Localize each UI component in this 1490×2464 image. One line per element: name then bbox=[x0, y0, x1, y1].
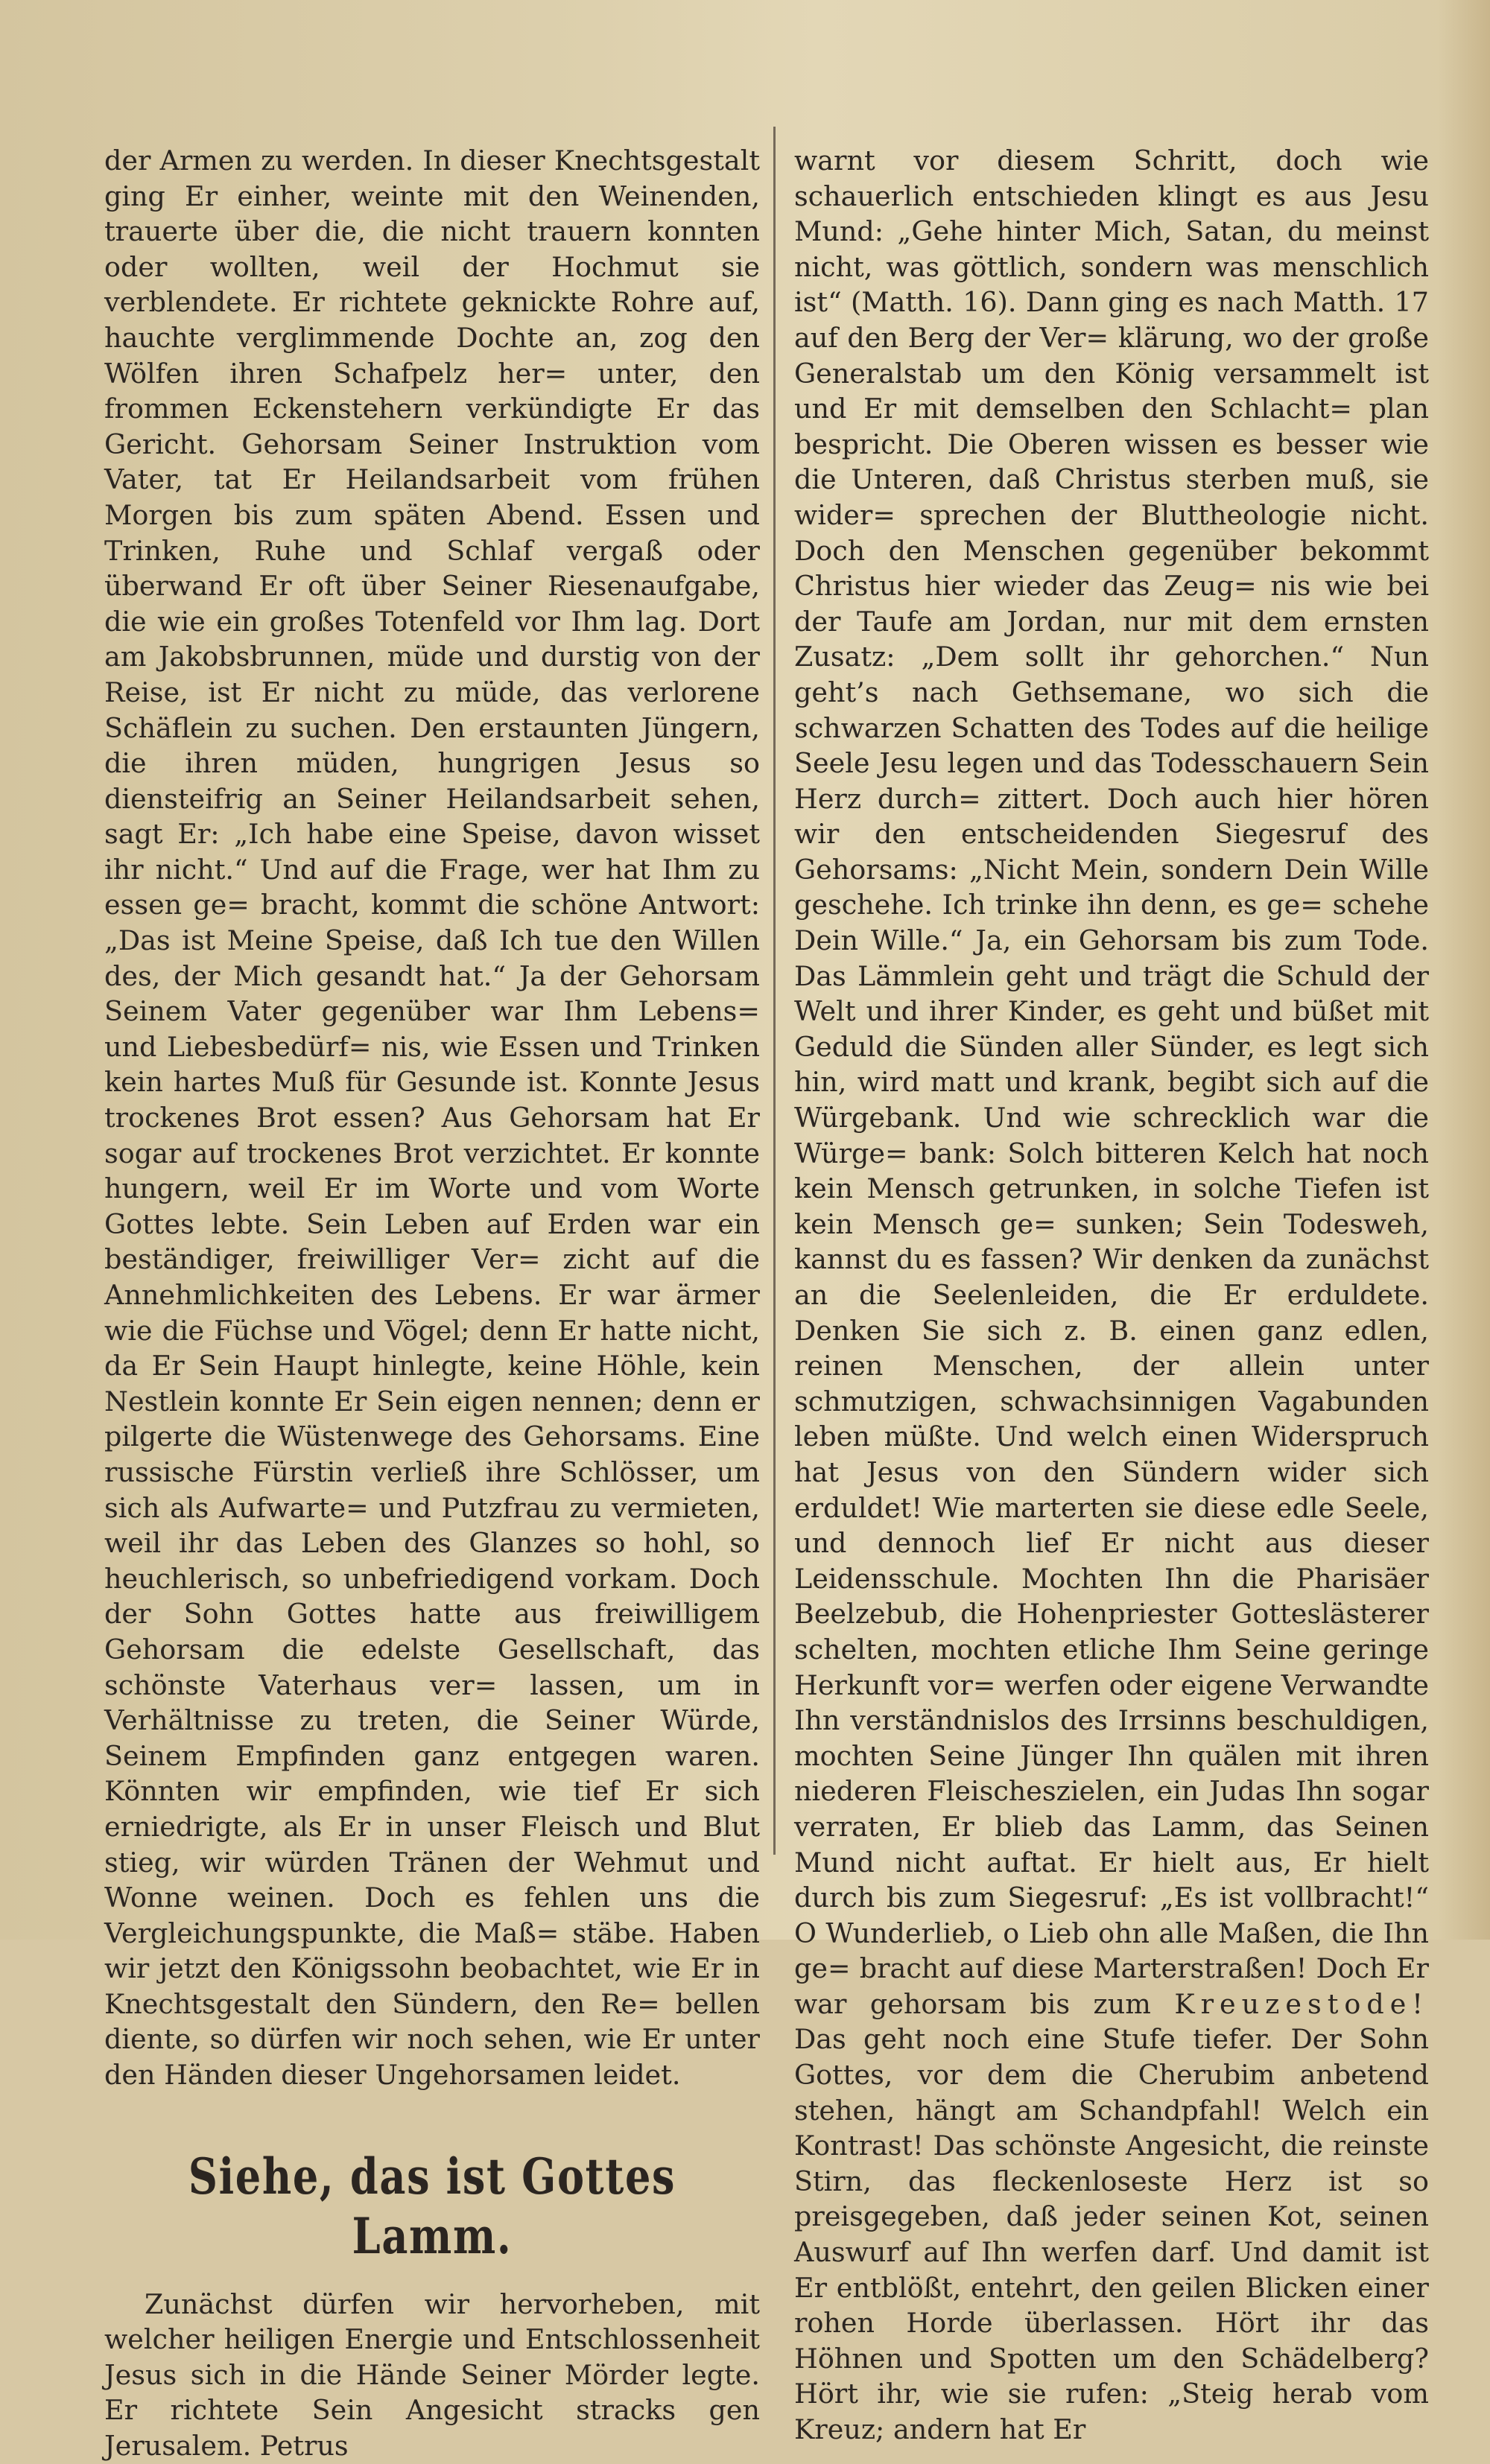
left-paragraph-1: der Armen zu werden. In dieser Knechtsgestalt ging Er einher, weinte mit den Weinenden, trauerte über die, die nicht trauern konnten oder wollten, weil der Hochmut sie verblendete. Er richtete geknickte Rohre auf, hauchte verglimmende Dochte an, zog den Wölfen ihren Schafpelz her= unter, den frommen Eckenstehern verkündigte Er das Gericht. Gehorsam Seiner Instruktion vom Vater, tat Er Heilandsarbeit vom frühen Morgen bis zum späten Abend. Essen und Trinken, Ruhe und Schlaf vergaß oder überwand Er oft über Seiner Riesenaufgabe, die wie ein großes Totenfeld vor Ihm lag. Dort am Jakobsbrunnen, müde und durstig von der Reise, ist Er nicht zu müde, das verlorene Schäflein zu suchen. Den erstaunten Jüngern, die ihren müden, hungrigen Jesus so diensteifrig an Seiner Heilandsarbeit sehen, sagt Er: „Ich habe eine Speise, davon wisset ihr nicht.“ Und auf die Frage, wer hat Ihm zu essen ge= bracht, kommt die schöne Antwort: „Das ist Meine Speise, daß Ich tue den Willen des, der Mich gesandt hat.“ Ja der Gehorsam Seinem Vater gegenüber war Ihm Lebens= und Liebesbedürf= nis, wie Essen und Trinken kein hartes Muß für Gesunde ist. Konnte Jesus trockenes Brot essen? Aus Gehorsam hat Er sogar auf trockenes Brot verzichtet. Er konnte hungern, weil Er im Worte und vom Worte Gottes lebte. Sein Leben auf Erden war ein beständiger, freiwilliger Ver= zicht auf die Annehmlichkeiten des Lebens. Er war ärmer wie die Füchse und Vögel; denn Er hatte nicht, da Er Sein Haupt hinlegte, keine Höhle, kein Nestlein konnte Er Sein eigen nennen; denn er pilgerte die Wüstenwege des Gehorsams. Eine russische Fürstin verließ ihre Schlösser, um sich als Aufwarte= und Putzfrau zu vermieten, weil ihr das Leben des Glanzes so hohl, so heuchlerisch, so unbefriedigend vorkam. Doch der Sohn Gottes hatte aus freiwilligem Gehorsam die edelste Gesellschaft, das schönste Vaterhaus ver= lassen, um in Verhältnisse zu treten, die Seiner Würde, Seinem Empfinden ganz entgegen waren. Könnten wir empfinden, wie tief Er sich erniedrigte, als Er in unser Fleisch und Blut stieg, wir würden Tränen der Wehmut und Wonne weinen. Doch es fehlen uns die Vergleichungspunkte, die Maß= stäbe. Haben wir jetzt den Königssohn beobachtet, wie Er in Knechtsgestalt den Sündern, den Re= bellen diente, so dürfen wir noch sehen, wie Er unter den Händen dieser Ungehorsamen leidet. bbox=[104, 145, 760, 2092]
right-paragraph bbox=[794, 143, 1429, 2448]
section-heading: Siehe, das ist Gottes Lamm. bbox=[188, 2147, 676, 2265]
right-column bbox=[794, 143, 1429, 2448]
paper-edge-stain bbox=[1438, 0, 1490, 1940]
column-divider bbox=[773, 127, 776, 1855]
spaced-emphasis-word: Kreuzestode! bbox=[1174, 1987, 1429, 2020]
right-paragraph-part-2: Das geht noch eine Stufe tiefer. Der Sohn Gottes, vor dem die Cherubim anbetend stehen, hängt am Schandpfahl! Welch ein Kontrast! Das schönste Angesicht, die reinste Stirn, das fleckenloseste Herz ist so preisgegeben, daß jeder seinen Kot, seinen Auswurf auf Ihn werfen darf. Und damit ist Er entblößt, entehrt, den geilen Blicken einer rohen Horde überlassen. Hört ihr das Höhnen und Spotten um den Schädelberg? Hört ihr, wie sie rufen: „Steig herab vom Kreuz; andern hat Er bbox=[794, 2023, 1429, 2445]
right-paragraph-part-1: warnt vor diesem Schritt, doch wie schauerlich entschieden klingt es aus Jesu Mund: „Gehe hinter Mich, Satan, du meinst nicht, was göttlich, sondern was menschlich ist“ (Matth. 16). Dann ging es nach Matth. 17 auf den Berg der Ver= klärung, wo der große Generalstab um den König versammelt ist und Er mit demselben den Schlacht= plan bespricht. Die Oberen wissen es besser wie die Unteren, daß Christus sterben muß, sie wider= sprechen der Bluttheologie nicht. Doch den Menschen gegenüber bekommt Christus hier wieder das Zeug= nis wie bei der Taufe am Jordan, nur mit dem ernsten Zusatz: „Dem sollt ihr gehorchen.“ Nun geht’s nach Gethsemane, wo sich die schwarzen Schatten des Todes auf die heilige Seele Jesu legen und das Todesschauern Sein Herz durch= zittert. Doch auch hier hören wir den entscheidenden Siegesruf des Gehorsams: „Nicht Mein, sondern Dein Wille geschehe. Ich trinke ihn denn, es ge= schehe Dein Wille.“ Ja, ein Gehorsam bis zum Tode. Das Lämmlein geht und trägt die Schuld der Welt und ihrer Kinder, es geht und büßet mit Geduld die Sünden aller Sünder, es legt sich hin, wird matt und krank, begibt sich auf die Würgebank. Und wie schrecklich war die Würge= bank: Solch bitteren Kelch hat noch kein Mensch getrunken, in solche Tiefen ist kein Mensch ge= sunken; Sein Todesweh, kannst du es fassen? Wir denken da zunächst an die Seelenleiden, die Er erduldete. Denken Sie sich z. B. einen ganz edlen, reinen Menschen, der allein unter schmutzigen, schwachsinnigen Vagabunden leben müßte. Und welch einen Widerspruch hat Jesus von den Sündern wider sich erduldet! Wie marterten sie diese edle Seele, und dennoch lief Er nicht aus dieser Leidensschule. Mochten Ihn die Pharisäer Beelzebub, die Hohenpriester Gotteslästerer schelten, mochten etliche Ihm Seine geringe Herkunft vor= werfen oder eigene Verwandte Ihn verständnislos des Irrsinns beschuldigen, mochten Seine Jünger Ihn quälen mit ihren niederen Fleischeszielen, ein Judas Ihn sogar verraten, Er blieb das Lamm, das Seinen Mund nicht auftat. Er hielt aus, Er hielt durch bis zum Siegesruf: „Es ist vollbracht!“ O Wunderlieb, o Lieb ohn alle Maßen, die Ihn ge= bracht auf diese Marterstraßen! Doch Er war gehorsam bis zum bbox=[794, 145, 1429, 2020]
left-paragraph-2: Zunächst dürfen wir hervorheben, mit welcher heiligen Energie und Entschlossenheit Jesus sich in die Hände Seiner Mörder legte. Er richtete Sein Angesicht stracks gen Jerusalem. Petrus bbox=[104, 2287, 760, 2463]
left-column bbox=[104, 143, 760, 2464]
